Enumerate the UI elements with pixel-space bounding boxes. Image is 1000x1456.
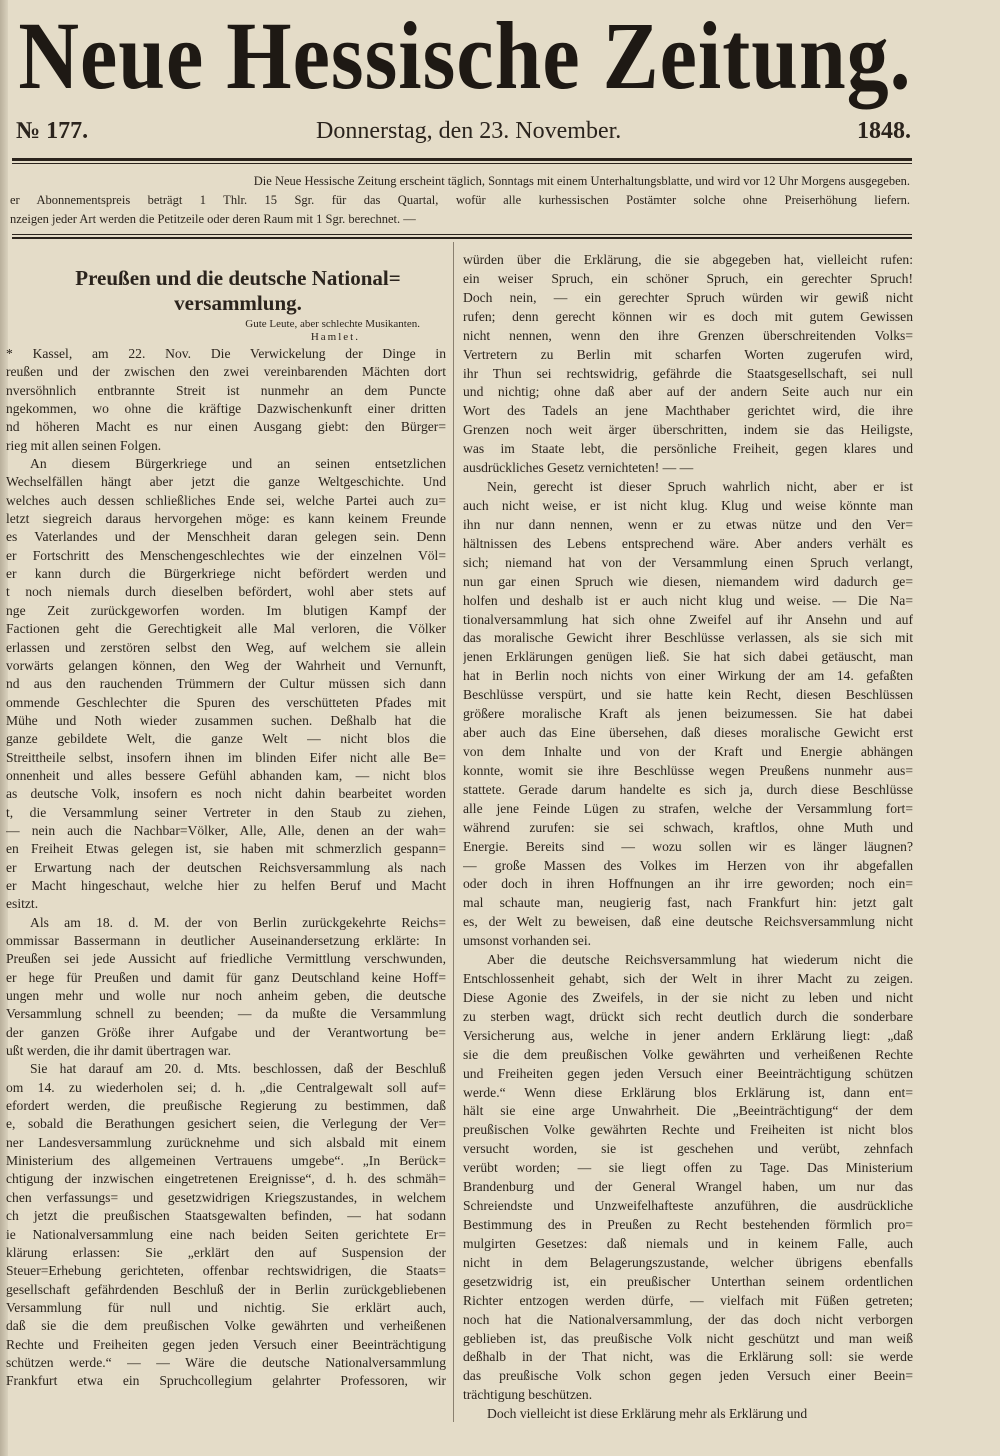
text-line: Factionen geht die Gerechtigkeit alle Mal verloren, die Völker <box>6 621 446 637</box>
text-line: ungen mehr und wolle nur noch anheim geben, die deutsche <box>6 988 446 1004</box>
text-line: ngekommen, wo ohne die kräftige Dazwischenkunft einer dritten <box>6 401 446 417</box>
text-line: würden über die Erklärung, die sie abgegeben hat, vielleicht rufen: <box>463 252 913 267</box>
text-line: efordert werden, die preußische Regierung zu bestimmen, daß <box>6 1098 446 1114</box>
text-line: Aber die deutsche Reichsversammlung hat wiederum nicht die <box>487 952 913 968</box>
text-line: Sie hat darauf am 20. d. Mts. beschlossen, daß der Beschluß <box>30 1061 446 1077</box>
text-line: Frankfurt etwa ein Spruchcollegium gelahrter Professoren, wir <box>6 1373 446 1389</box>
text-line: aber auch das Eine übersehen, daß dieses moralische Gewicht erst <box>463 725 913 741</box>
text-line: Diese Agonie des Zweifels, in der sie nicht zu leben und nicht <box>463 989 913 1005</box>
divider <box>12 234 912 235</box>
info-line: Die Neue Hessische Zeitung erscheint täglich, Sonntags mit einem Unterhaltungsblatte, und wird vor 12 Uhr Morgens ausgegeben. <box>253 174 910 188</box>
text-line: e, sobald die Berathungen gesichert seien, die Verlegung der Ver= <box>6 1116 446 1132</box>
text-line: ihn nur dann nennen, wenn er zu etwas nütze und den Ver= <box>463 516 913 532</box>
text-line: Wechselfällen hängt aber jetzt die ganze Weltgeschichte. Und <box>6 474 446 490</box>
text-line: ommende Geschlechter die Spuren des verschütteten Pfades mit <box>6 694 446 710</box>
text-line: Mühe und Noth wieder zusammen suchen. Deßhalb hat die <box>6 712 446 728</box>
text-line: es Vaterlandes und der Menschheit daran gelegen sein. Denn <box>6 529 446 545</box>
text-line: Preußen sei jede Aussicht auf friedliche Vermittlung verschwunden, <box>6 951 446 967</box>
text-line: vorwärts gelangen können, den Weg der Wahrheit und Vernunft, <box>6 657 446 673</box>
text-line: reußen und der zwischen den zwei vereinbarenden Mächten dort <box>6 364 446 380</box>
text-line: ihr Thun sei rechtswidrig, gefährde die Staatsgesellschaft, sei null <box>463 365 913 381</box>
text-line: preußischen Volke gewährten Rechte und Freiheiten ist nicht blos <box>463 1122 913 1138</box>
text-line: Beschlüsse verspürt, und sie hatte kein Recht, diesen Beschlüssen <box>463 687 913 703</box>
text-line: Ministerium des allgemeinen Vertrauens umgebe“. „In Berück= <box>6 1153 446 1169</box>
text-line: der ganzen Größe ihrer Aufgabe und der Verantwortung be= <box>6 1024 446 1040</box>
text-line: — große Massen des Volkes im Herzen von ihr abgefallen <box>463 857 913 873</box>
text-line: nicht in dem Belagerungszustande, welcher übrigens ebenfalls <box>463 1254 913 1270</box>
text-line: mulgirten Gesetzes: daß niemals und in keinem Falle, auch <box>463 1235 913 1251</box>
text-line: * Kassel, am 22. Nov. Die Verwickelung der Dinge in <box>6 346 446 361</box>
text-line: hältnissen des Lebens entsprechend wäre. Aber anders verhält es <box>463 535 913 551</box>
divider <box>12 163 912 164</box>
text-line: letzt siegreich daraus hervorgehen möge: es kann keinem Freunde <box>6 511 446 527</box>
text-line: Als am 18. d. M. der von Berlin zurückgekehrte Reichs= <box>30 914 446 930</box>
text-line: rieg mit allen seinen Folgen. <box>6 437 162 453</box>
text-line: rufen; denn gerecht können wir es doch mit gutem Gewissen <box>463 308 913 324</box>
text-line: daß sie die dem preußischen Volke gewährten und verheißenen <box>6 1318 446 1334</box>
info-line: er Abonnementspreis beträgt 1 Thlr. 15 Sgr. für das Quartal, wofür alle kurhessischen Postämter solche ohne Preiserhöhung liefern. <box>10 193 910 207</box>
text-line: während zurufen: sie sei schwach, kraftlos, ohne Muth und <box>463 819 913 835</box>
article-column-right <box>463 251 913 1423</box>
text-line: Streittheile selbst, insofern ihnen im blinden Eifer nicht alle Be= <box>6 749 446 765</box>
text-line: nd aus den rauchenden Trümmern der Cultur müssen sich dann <box>6 676 446 692</box>
text-line: om 14. zu wiederholen sei; d. h. „die Centralgewalt soll auf= <box>6 1079 446 1095</box>
text-line: as deutsche Volk, insofern es noch nicht dahin bearbeitet worden <box>6 786 446 802</box>
text-line: das moralische Gewicht ihrer Beschlüsse verlassen, als sie sich mit <box>463 630 913 646</box>
text-line: nversöhnlich entbrannte Streit ist nunmehr an dem Puncte <box>6 382 446 398</box>
text-line: mal schaute man, neugierig fast, nach Frankfurt hin: jetzt galt <box>463 895 913 911</box>
text-line: auch nicht weise, er ist nicht klug. Klug und weise könnte man <box>463 497 913 513</box>
text-line: hat in Berlin noch nichts von einer Wirkung der am 14. gefaßten <box>463 668 913 684</box>
text-line: gesetzwidrig ist, ein preußischer Unterthan seinem ordentlichen <box>463 1273 913 1289</box>
text-line: tionalversammlung hat sich ohne Zweifel auf ihr Ansehn und auf <box>463 611 913 627</box>
text-line: chen verfassungs= und gesetzwidrigen Kriegszustandes, in welchem <box>6 1189 446 1205</box>
text-line: klärung erlassen: Sie „erklärt den auf Suspension der <box>6 1244 446 1260</box>
article-headline <box>28 266 448 316</box>
text-line: esitzt. <box>6 896 39 912</box>
text-line: oder doch in ihren Hoffnungen an ihr irre geworden; noch ein= <box>463 876 913 892</box>
text-line: Versammlung schnell zu beenden; — da mußte die Versammlung <box>6 1006 446 1022</box>
masthead-title: Neue Hessische Zeitung. <box>18 2 912 110</box>
text-line: und nichtig; ohne daß aber auf der andern Seite auch nur ein <box>463 384 913 400</box>
text-line: was im Staate lebt, die persönliche Freiheit, gegen klares und <box>463 441 913 457</box>
divider <box>12 158 912 161</box>
text-line: und Freiheiten gegen jeden Versuch einer Beeinträchtigung schützen <box>463 1065 913 1081</box>
motto-text: Gute Leute, aber schlechte Musikanten. <box>245 318 420 330</box>
text-line: onnenheit und alles bessere Gefühl abhanden kam, — nicht blos <box>6 767 446 783</box>
text-line: er hege für Preußen und damit für ganz Deutschland keine Hoff= <box>6 969 446 985</box>
text-line: ußt werden, die ihr damit übertragen war. <box>6 1043 231 1059</box>
text-line: sie die dem preußischen Volke gewährten und verheißenen Rechte <box>463 1046 913 1062</box>
text-line: ein weiser Spruch, ein schöner Spruch, ein gerechter Spruch! <box>463 270 913 286</box>
headline-line: Preußen und die deutsche National= <box>75 266 401 290</box>
text-line: Schreiendste und Unzweifelhafteste anzuführen, die ausdrückliche <box>463 1198 913 1214</box>
text-line: t, die Versammlung seiner Vertreter in den Staub zu ziehen, <box>6 804 446 820</box>
motto-source: Hamlet. <box>310 331 360 343</box>
text-line: von dem Inhalte und von der Kraft und Energie abhängen <box>463 743 913 759</box>
article-column-left <box>6 345 446 1390</box>
text-line: jenen Erklärungen genügen ließ. Sie hat sich dabei getäuscht, man <box>463 649 913 665</box>
text-line: geblieben ist, das preußische Volk nicht geschützt und man weiß <box>463 1330 913 1346</box>
text-line: alle jene Feinde Lügen zu strafen, welche der Versammlung fort= <box>463 800 913 816</box>
text-line: Vertretern zu Berlin mit scharfen Worten zugerufen wird, <box>463 346 913 362</box>
text-line: ch jetzt die preußischen Staatsgewalten befinden, — hat sodann <box>6 1208 446 1224</box>
text-line: Bestimmung des in Preußen zu Recht bestehenden förmlich pro= <box>463 1217 913 1233</box>
text-line: er kann durch die Bürgerkriege nicht befördert werden und <box>6 566 446 582</box>
text-line: Wort des Tadels an jene Machthaber gerichtet wird, die ihre <box>463 403 913 419</box>
text-line: versucht worden, sie ist geschehen und verübt, zehnfach <box>463 1141 913 1157</box>
text-line: schützen werde.“ — — Wäre die deutsche Nationalversammlung <box>6 1354 446 1370</box>
text-line: nicht nennen, wenn den ihre Grenzen überschreitenden Volks= <box>463 327 913 343</box>
text-line: nun gar einen Spruch wie diesen, niemandem wird dadurch ge= <box>463 573 913 589</box>
text-line: ommissar Bassermann in deutlicher Auseinandersetzung erklärte: In <box>6 933 446 948</box>
text-line: das preußische Volk schon gegen jeden Versuch einer Beein= <box>463 1368 913 1384</box>
text-line: er Macht hingeschaut, welche hier zu helfen Beruf und Macht <box>6 877 446 893</box>
text-line: es, der Welt zu beweisen, daß eine deutsche Reichsversammlung nicht <box>463 914 913 930</box>
text-line: Grenzen noch weit ärger überschritten, indem sie das Heiligste, <box>463 422 913 438</box>
divider <box>12 237 912 239</box>
text-line: werde.“ Wenn diese Erklärung blos Erklärung ist, dann ent= <box>463 1084 913 1100</box>
text-line: deßhalb in der That nicht, was die Erklärung soll: sie werde <box>463 1349 913 1365</box>
subscription-info <box>10 172 910 229</box>
text-line: holfen und deshalb ist er auch nicht klug und weise. — Die Na= <box>463 592 913 608</box>
text-line: ner Landesversammlung zurücknehme und sich alsbald mit einem <box>6 1134 446 1150</box>
text-line: verübt worden; — sie liegt offen zu Tage. Das Ministerium <box>463 1160 913 1176</box>
text-line: Doch nein, — ein gerechter Spruch würden wir gewiß nicht <box>463 289 913 305</box>
text-line: welches auch dessen schließliches Ende sei, welche Partei auch zu= <box>6 492 446 508</box>
text-line: Brandenburg und der General Wrangel haben, um nur das <box>463 1179 913 1195</box>
text-line: Entschlossenheit gehabt, sich der Welt in ihrer Macht zu zeigen. <box>463 971 913 987</box>
article-motto <box>200 318 420 344</box>
text-line: größere moralische Kraft als jenen beizumessen. Sie hat dabei <box>463 706 913 722</box>
text-line: ie Nationalversammlung eine nach beiden Seiten gerichtete Er= <box>6 1226 446 1242</box>
text-line: umsonst vorhanden sei. <box>463 933 591 949</box>
text-line: er Erwartung nach der deutschen Reichsversammlung als nach <box>6 859 446 875</box>
issue-number: № 177. <box>16 118 89 144</box>
text-line: zu sterben wagt, drückt sich recht deutlich durch die sonderbare <box>463 1008 913 1024</box>
text-line: noch hat die Nationalversammlung, der das doch nicht verborgen <box>463 1311 913 1327</box>
text-line: Versicherung aus, welche in jener andern Erklärung liegt: „daß <box>463 1027 913 1043</box>
text-line: — nein auch die Nachbar=Völker, Alle, Alle, denen an der wah= <box>6 822 446 838</box>
text-line: stattete. Gerade darum handelte es sich ja, durch diese Beschlüsse <box>463 781 913 797</box>
issue-line <box>16 118 911 148</box>
text-line: nd höheren Macht es nur einen Ausgang giebt: den Bürger= <box>6 419 446 435</box>
text-line: Rechte und Freiheiten gegen jeden Versuch einer Beeinträchtigung <box>6 1336 446 1352</box>
text-line: en Freiheit Etwas gelegen ist, sie haben mit schmerzlich gespann= <box>6 841 446 857</box>
text-line: konnte, womit sie ihre Beschlüsse wegen Preußens nunmehr aus= <box>463 762 913 778</box>
column-divider <box>453 242 454 1422</box>
text-line: erlassen und zerstören selbst den Weg, auf welchem sie allein <box>6 639 446 655</box>
text-line: ganze gebildete Welt, die ganze Welt — nicht blos die <box>6 731 446 747</box>
issue-year: 1848. <box>857 118 911 144</box>
text-line: gesellschaft gefährdenden Beschluß der in Berlin zurückgebliebenen <box>6 1281 446 1297</box>
text-line: t noch niemals durch dieselben befördert, wohl aber stets auf <box>6 584 446 600</box>
text-line: An diesem Bürgerkriege und an seinen entsetzlichen <box>30 456 446 472</box>
text-line: hält sie eine arge Unwahrheit. Die „Beeinträchtigung“ der dem <box>463 1103 913 1119</box>
text-line: Versammlung für null und nichtig. Sie erklärt auch, <box>6 1299 446 1315</box>
text-line: Nein, gerecht ist dieser Spruch wahrlich nicht, aber er ist <box>487 479 913 495</box>
text-line: Energie. Bereits sind — wozu sollen wir es länger läugnen? <box>463 838 913 854</box>
text-line: Steuer=Erhebung gerichteten, offenbar rechtswidrigen, die Staats= <box>6 1263 446 1279</box>
text-line: ausdrückliches Gesetz vernichteten! — — <box>463 460 694 476</box>
text-line: er Fortschritt des Menschengeschlechtes wie der einzelnen Völ= <box>6 547 446 563</box>
text-line: Richter entzogen werden dürfe, — vielfach mit Füßen getreten; <box>463 1292 913 1308</box>
text-line: sich; niemand hat von der Versammlung einen Spruch verlangt, <box>463 554 913 570</box>
headline-line: versammlung. <box>174 291 302 315</box>
text-line: Doch vielleicht ist diese Erklärung mehr als Erklärung und <box>487 1406 808 1422</box>
text-line: chtigung der inzwischen eingetretenen Ereignisse“, d. h. des schmäh= <box>6 1171 446 1187</box>
text-line: trächtigung beschützen. <box>463 1387 593 1403</box>
info-line: nzeigen jeder Art werden die Petitzeile oder deren Raum mit 1 Sgr. berechnet. — <box>10 212 416 226</box>
issue-date: Donnerstag, den 23. November. <box>316 118 622 144</box>
text-line: nge Zeit zurückgeworfen worden. Im blutigen Kampf der <box>6 602 446 618</box>
